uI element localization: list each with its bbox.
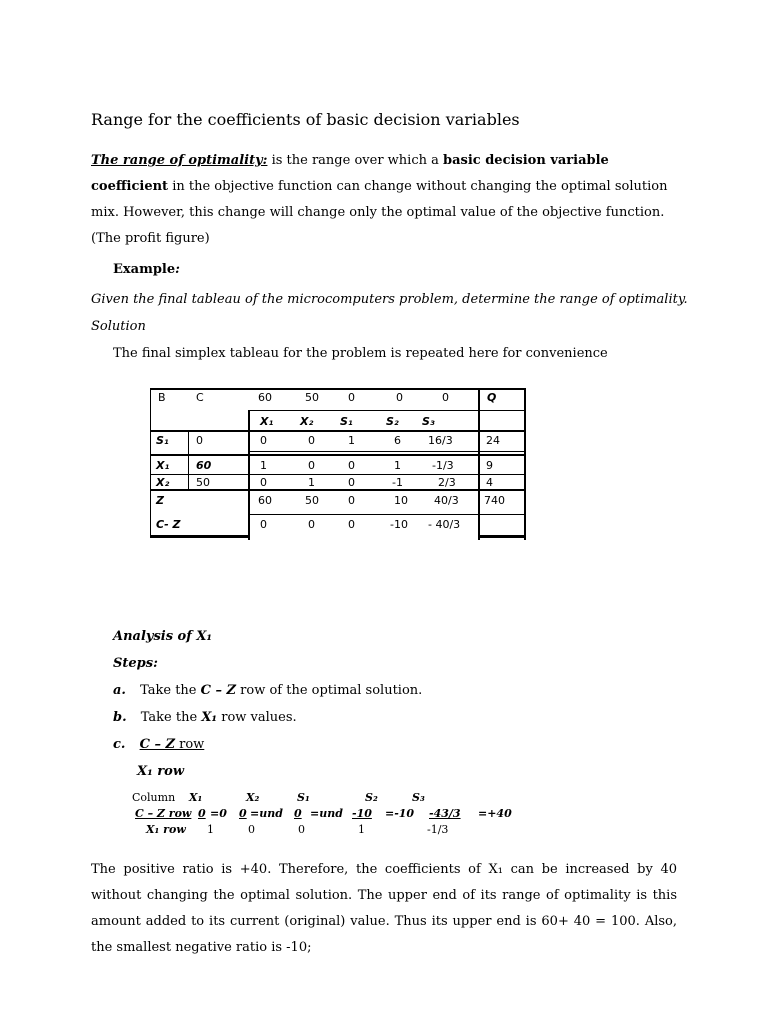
cell: 0: [308, 459, 315, 472]
cell: 16/3: [428, 434, 453, 447]
page-title: Range for the coefficients of basic decision variables: [91, 110, 520, 129]
solution-label: Solution: [91, 319, 146, 334]
cell: 1: [308, 476, 315, 489]
x1-row-label: X₁ row: [146, 823, 186, 836]
step-marker: c.: [113, 737, 126, 752]
cz-value: -43/3: [429, 807, 461, 820]
cell: 60: [258, 494, 272, 507]
cell: 1: [394, 459, 401, 472]
x1-value: -1/3: [427, 823, 449, 836]
header-cj: 0: [396, 391, 403, 404]
column-label: Column: [132, 791, 176, 804]
ratio-result: =und: [310, 807, 343, 820]
var-label: S₂: [386, 415, 399, 428]
step-text-bold: C – Z: [139, 737, 175, 752]
step-fraction-numerator: [140, 737, 205, 752]
cz-value: 0: [198, 807, 206, 820]
step-text-bold: X₁: [201, 710, 218, 725]
header-cj: 60: [258, 391, 272, 404]
header-q: Q: [487, 391, 497, 404]
cell: 1: [348, 434, 355, 447]
ratio-table: [132, 791, 532, 839]
cell: 0: [348, 459, 355, 472]
row-basis: S₁: [156, 434, 169, 447]
x1-value: 1: [207, 823, 214, 836]
example-text: Given the final tableau of the microcomputers problem, determine the range of optimality.: [91, 292, 688, 307]
table-border: [248, 514, 526, 515]
example-heading: [113, 262, 180, 277]
step-marker: b.: [113, 710, 127, 725]
cell: 0: [348, 476, 355, 489]
row-c: 60: [196, 459, 212, 472]
table-border: [150, 489, 526, 491]
row-basis: C- Z: [156, 518, 181, 531]
definition-paragraph: [91, 148, 681, 252]
col-header: S₂: [365, 791, 378, 804]
row-c: 0: [196, 434, 203, 447]
cz-value: -10: [352, 807, 372, 820]
x1-value: 0: [248, 823, 255, 836]
step-text-post: row of the optimal solution.: [236, 683, 423, 698]
cell: -1/3: [432, 459, 454, 472]
var-label: X₂: [300, 415, 314, 428]
x1-row-label: X₁ row: [137, 764, 185, 779]
row-q: 740: [484, 494, 505, 507]
cell: 0: [348, 518, 355, 531]
table-border: [248, 410, 526, 411]
header-c: C: [196, 391, 204, 404]
header-cj: 0: [442, 391, 449, 404]
row-basis: Z: [156, 494, 164, 507]
definition-text-2: in the objective function can change without changing the optimal solution mix. However, this change will change only the optimal value of the objective function. (The profit figure): [91, 179, 668, 246]
cell: - 40/3: [428, 518, 461, 531]
cell: -10: [390, 518, 408, 531]
definition-text-1: is the range over which a: [267, 153, 443, 168]
cell: 0: [348, 494, 355, 507]
analysis-title: Analysis of X₁: [113, 629, 213, 644]
cell: 0: [260, 476, 267, 489]
cell: 0: [260, 518, 267, 531]
cell: 10: [394, 494, 408, 507]
row-basis: X₂: [156, 476, 170, 489]
cz-row-label: C – Z row: [135, 807, 192, 820]
steps-label: Steps:: [113, 656, 158, 671]
row-c: 50: [196, 476, 210, 489]
cell: 0: [260, 434, 267, 447]
x1-value: 0: [298, 823, 305, 836]
ratio-result: =und: [250, 807, 283, 820]
table-border: [150, 474, 526, 475]
cell: 2/3: [438, 476, 456, 489]
ratio-result: =+40: [478, 807, 512, 820]
row-q: 24: [486, 434, 500, 447]
step-text-post: row: [174, 737, 205, 752]
col-header: X₁: [189, 791, 203, 804]
var-label: S₃: [422, 415, 435, 428]
definition-bold-phrase: basic decision variable coefficient: [91, 153, 609, 194]
header-b: B: [158, 391, 166, 404]
cell: 1: [260, 459, 267, 472]
ratio-result: =-10: [385, 807, 415, 820]
step-text-post: row values.: [217, 710, 297, 725]
table-border: [248, 451, 526, 452]
table-border: [188, 430, 189, 490]
definition-term: The range of optimality:: [91, 153, 268, 168]
col-header: X₂: [246, 791, 260, 804]
table-border: [150, 454, 526, 456]
row-basis: X₁: [156, 459, 170, 472]
table-border: [150, 535, 250, 538]
step-fraction-denominator: [137, 764, 184, 779]
example-colon: :: [175, 262, 180, 277]
header-cj: 0: [348, 391, 355, 404]
step-a: [113, 683, 422, 698]
row-q: 4: [486, 476, 493, 489]
cell: -1: [392, 476, 403, 489]
cz-value: 0: [239, 807, 247, 820]
step-text-pre: Take the: [140, 710, 202, 725]
header-cj: 50: [305, 391, 319, 404]
col-header: S₁: [297, 791, 310, 804]
var-label: S₁: [340, 415, 353, 428]
step-text-bold: C – Z: [200, 683, 237, 698]
step-b: [113, 710, 297, 725]
table-border: [150, 388, 151, 536]
cell: 0: [308, 434, 315, 447]
step-marker: a.: [113, 683, 126, 698]
table-border: [150, 430, 526, 432]
cell: 6: [394, 434, 401, 447]
var-label: X₁: [260, 415, 274, 428]
step-text-pre: Take the: [140, 683, 201, 698]
example-label: Example: [113, 262, 176, 277]
ratio-result: =0: [210, 807, 227, 820]
cell: 40/3: [434, 494, 459, 507]
x1-value: 1: [358, 823, 365, 836]
simplex-tableau: [150, 388, 526, 540]
conclusion-paragraph: The positive ratio is +40. Therefore, the coefficients of X₁ can be increased by 40 without changing the optimal solution. The upper end of its range of optimality is this amount added to its current (original) value. Thus its upper end is 60+ 40 = 100. Also, the smallest negative ratio is -10;: [91, 862, 677, 955]
row-q: 9: [486, 459, 493, 472]
col-header: S₃: [412, 791, 425, 804]
table-border: [478, 535, 526, 538]
cell: 50: [305, 494, 319, 507]
cz-value: 0: [294, 807, 302, 820]
tableau-intro: The final simplex tableau for the problem is repeated here for convenience: [113, 346, 608, 361]
cell: 0: [308, 518, 315, 531]
step-c: [113, 737, 204, 752]
table-border: [150, 388, 526, 390]
